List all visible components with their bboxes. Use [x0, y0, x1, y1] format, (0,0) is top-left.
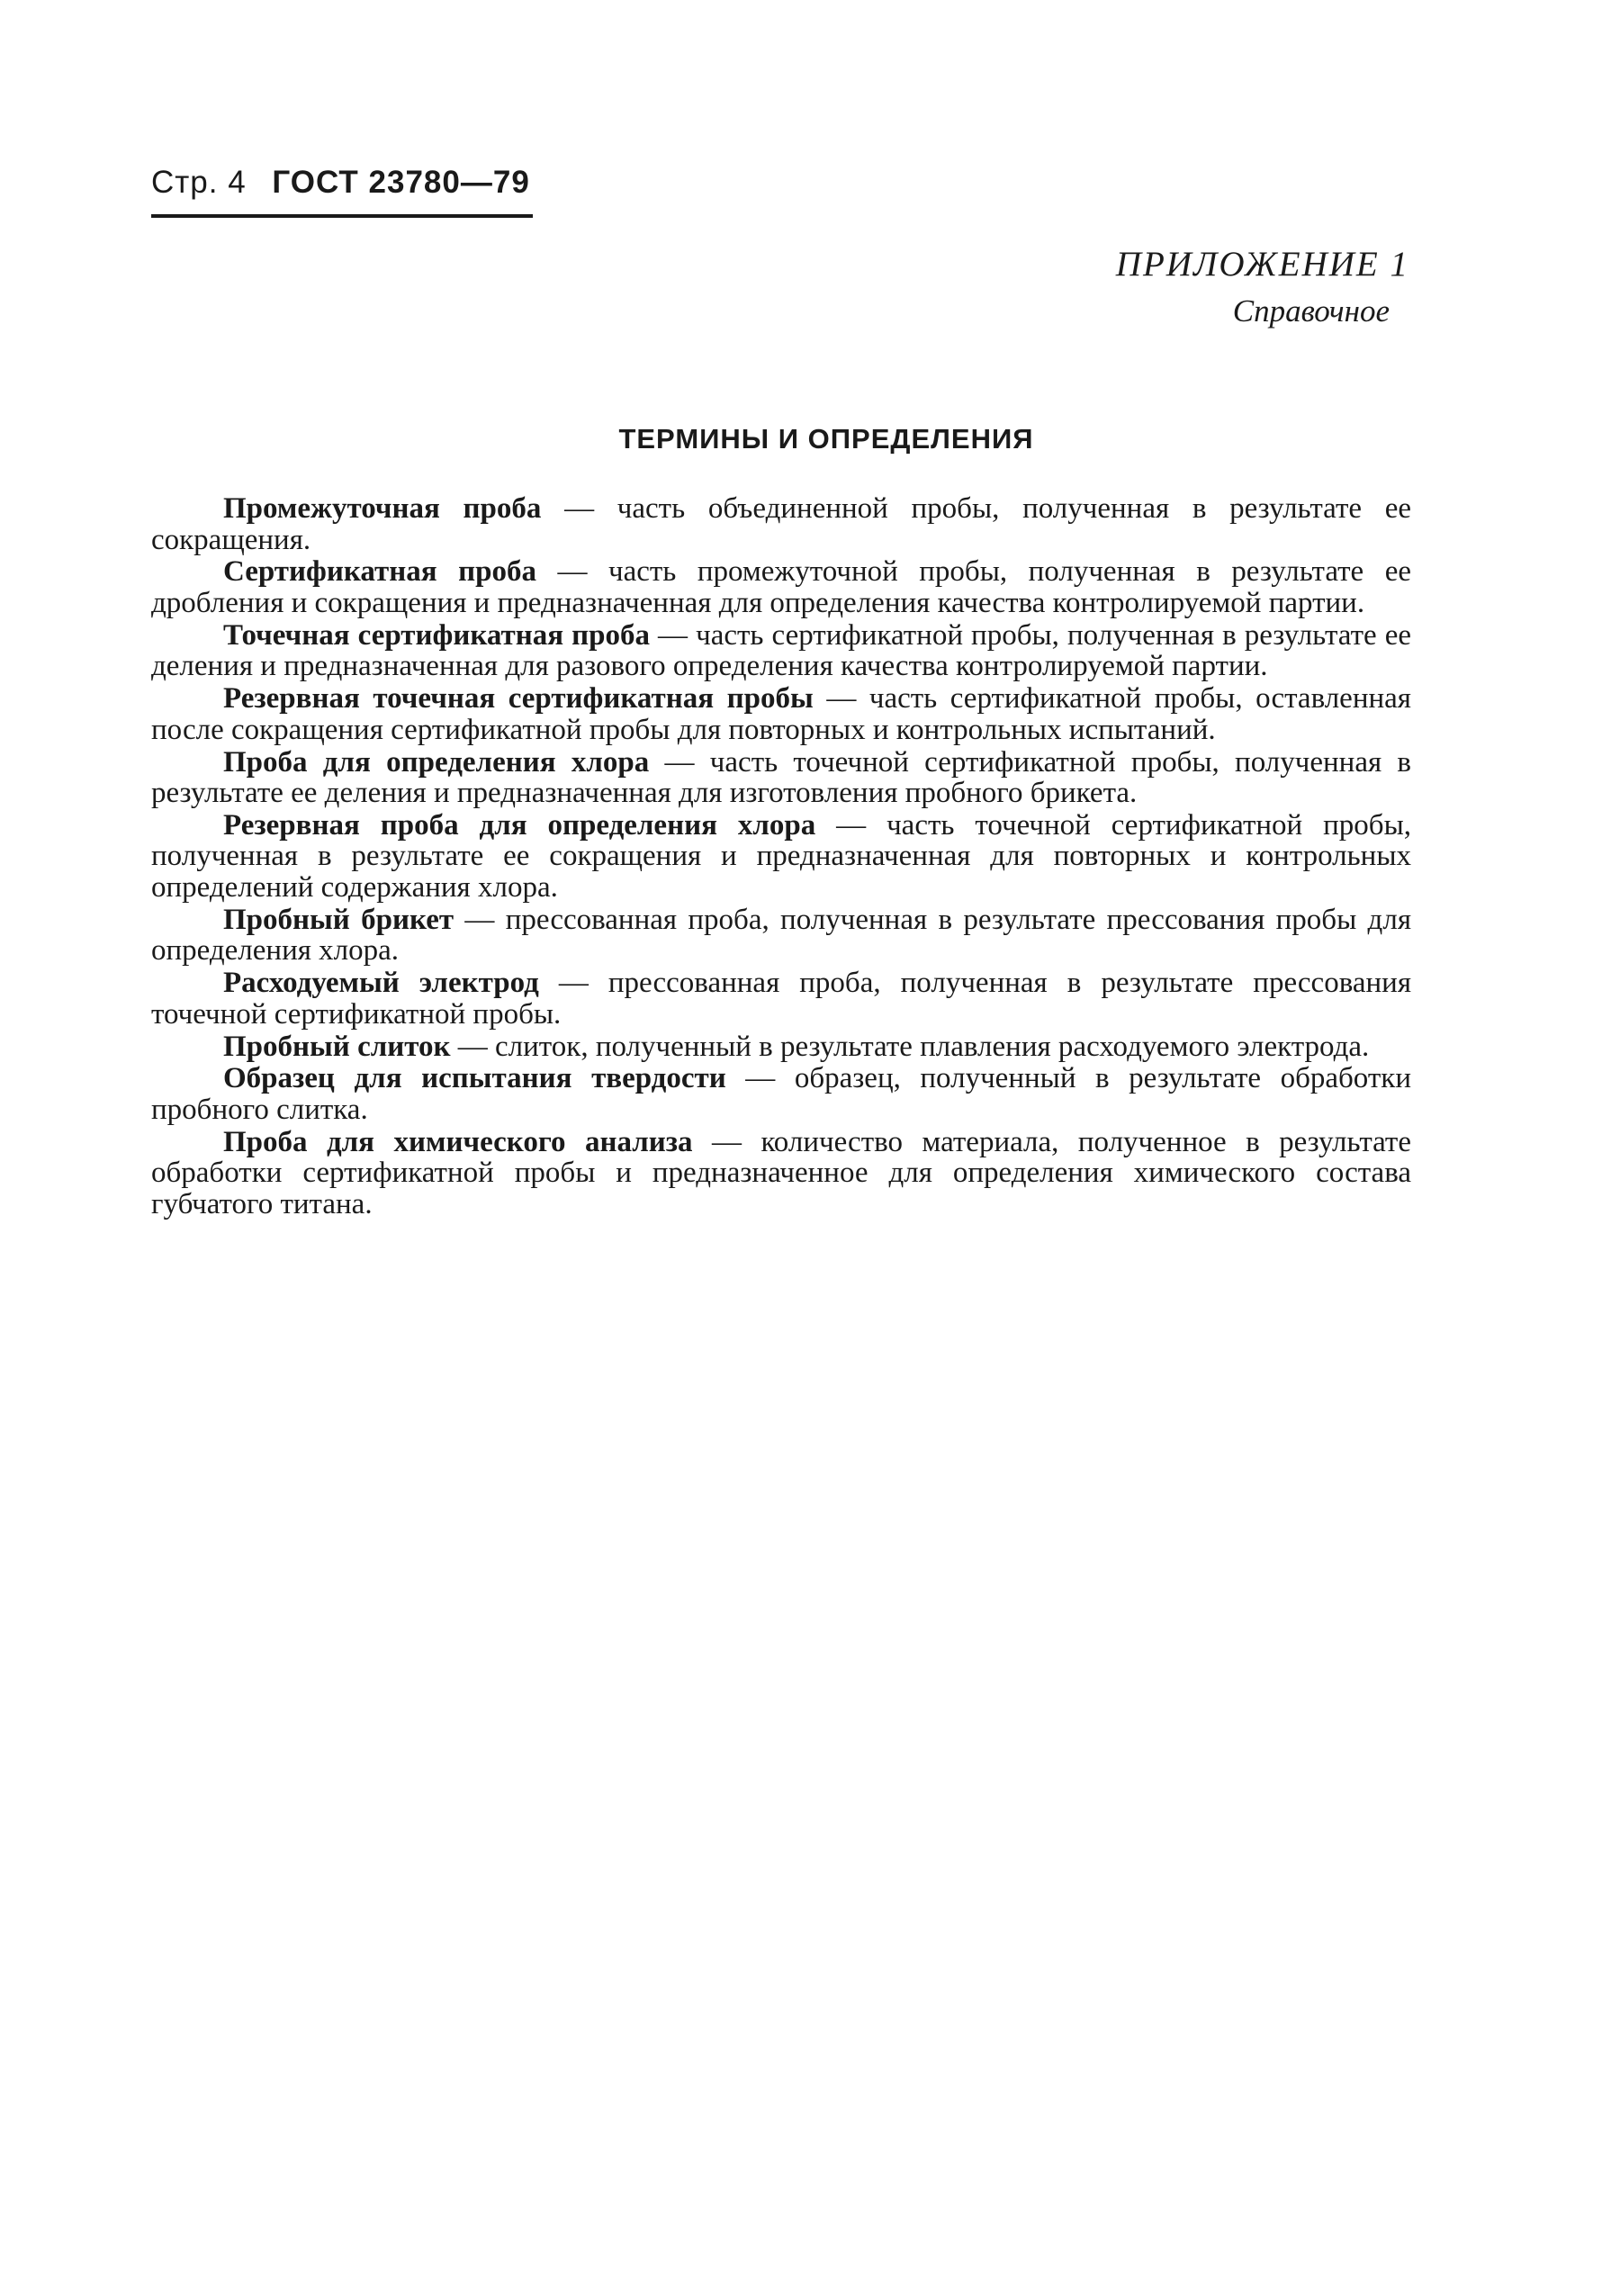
term-entry [151, 1063, 1411, 1125]
term-name: Пробный брикет [223, 903, 454, 936]
appendix-heading [1116, 241, 1409, 335]
term-definition: — прессованная проба, полученная в результате прессования точечной сертификатной пробы. [151, 967, 1411, 1031]
term-name: Проба для химического анализа [223, 1125, 693, 1158]
appendix-title: ПРИЛОЖЕНИЕ 1 [1115, 245, 1409, 284]
term-definition: — слиток, полученный в результате плавления расходуемого электрода. [450, 1030, 1370, 1063]
term-entry [151, 620, 1411, 682]
terms-list [151, 493, 1411, 1221]
term-definition: — часть точечной сертификатной пробы, полученная в результате ее деления и предназначенная для изготовления пробного брикета. [151, 745, 1411, 810]
term-name: Проба для определения хлора [223, 745, 650, 779]
term-definition: — образец, полученный в результате обработки пробного слитка. [151, 1062, 1411, 1126]
term-name: Расходуемый электрод [223, 967, 539, 1000]
term-entry [151, 556, 1411, 618]
term-name: Промежуточная проба [223, 492, 542, 525]
standard-number: ГОСТ 23780—79 [272, 165, 530, 200]
term-definition: — часть объединенной пробы, полученная в результате ее сокращения. [151, 492, 1411, 556]
appendix-type: Справочное [1232, 293, 1390, 329]
term-name: Точечная сертификатная проба [223, 618, 650, 652]
term-definition: — прессованная проба, полученная в результате прессования пробы для определения хлора. [151, 903, 1411, 968]
term-entry [151, 493, 1411, 555]
term-entry [151, 1127, 1411, 1220]
term-name: Образец для испытания твердости [223, 1062, 726, 1095]
header-rule [151, 214, 533, 218]
term-definition: — количество материала, полученное в результате обработки сертификатной пробы и предназначенное для определения химического состава губчатого титана. [151, 1125, 1412, 1220]
term-entry [151, 1031, 1411, 1063]
running-header [151, 165, 530, 201]
term-entry [151, 968, 1411, 1030]
term-definition: — часть сертификатной пробы, полученная в результате ее деления и предназначенная для разового определения качества контролируемой партии. [151, 618, 1411, 683]
term-entry [151, 810, 1411, 904]
term-entry [151, 747, 1411, 809]
term-name: Пробный слиток [223, 1030, 451, 1063]
term-definition: — часть промежуточной пробы, полученная в результате ее дробления и сокращения и предназначенная для определения качества контролируемой партии. [151, 555, 1411, 619]
term-definition: — часть сертификатной пробы, оставленная после сокращения сертификатной пробы для повторных и контрольных испытаний. [151, 682, 1411, 746]
term-name: Резервная проба для определения хлора [223, 808, 816, 842]
page-number: Стр. 4 [151, 165, 247, 200]
term-name: Резервная точечная сертификатная пробы [223, 682, 814, 716]
term-name: Сертификатная проба [223, 555, 536, 589]
term-definition: — часть точечной сертификатной пробы, полученная в результате ее сокращения и предназначенная для повторных и контрольных определений содержания хлора. [151, 808, 1411, 905]
section-title: ТЕРМИНЫ И ОПРЕДЕЛЕНИЯ [618, 423, 1034, 455]
term-entry [151, 683, 1411, 745]
term-entry [151, 905, 1411, 967]
